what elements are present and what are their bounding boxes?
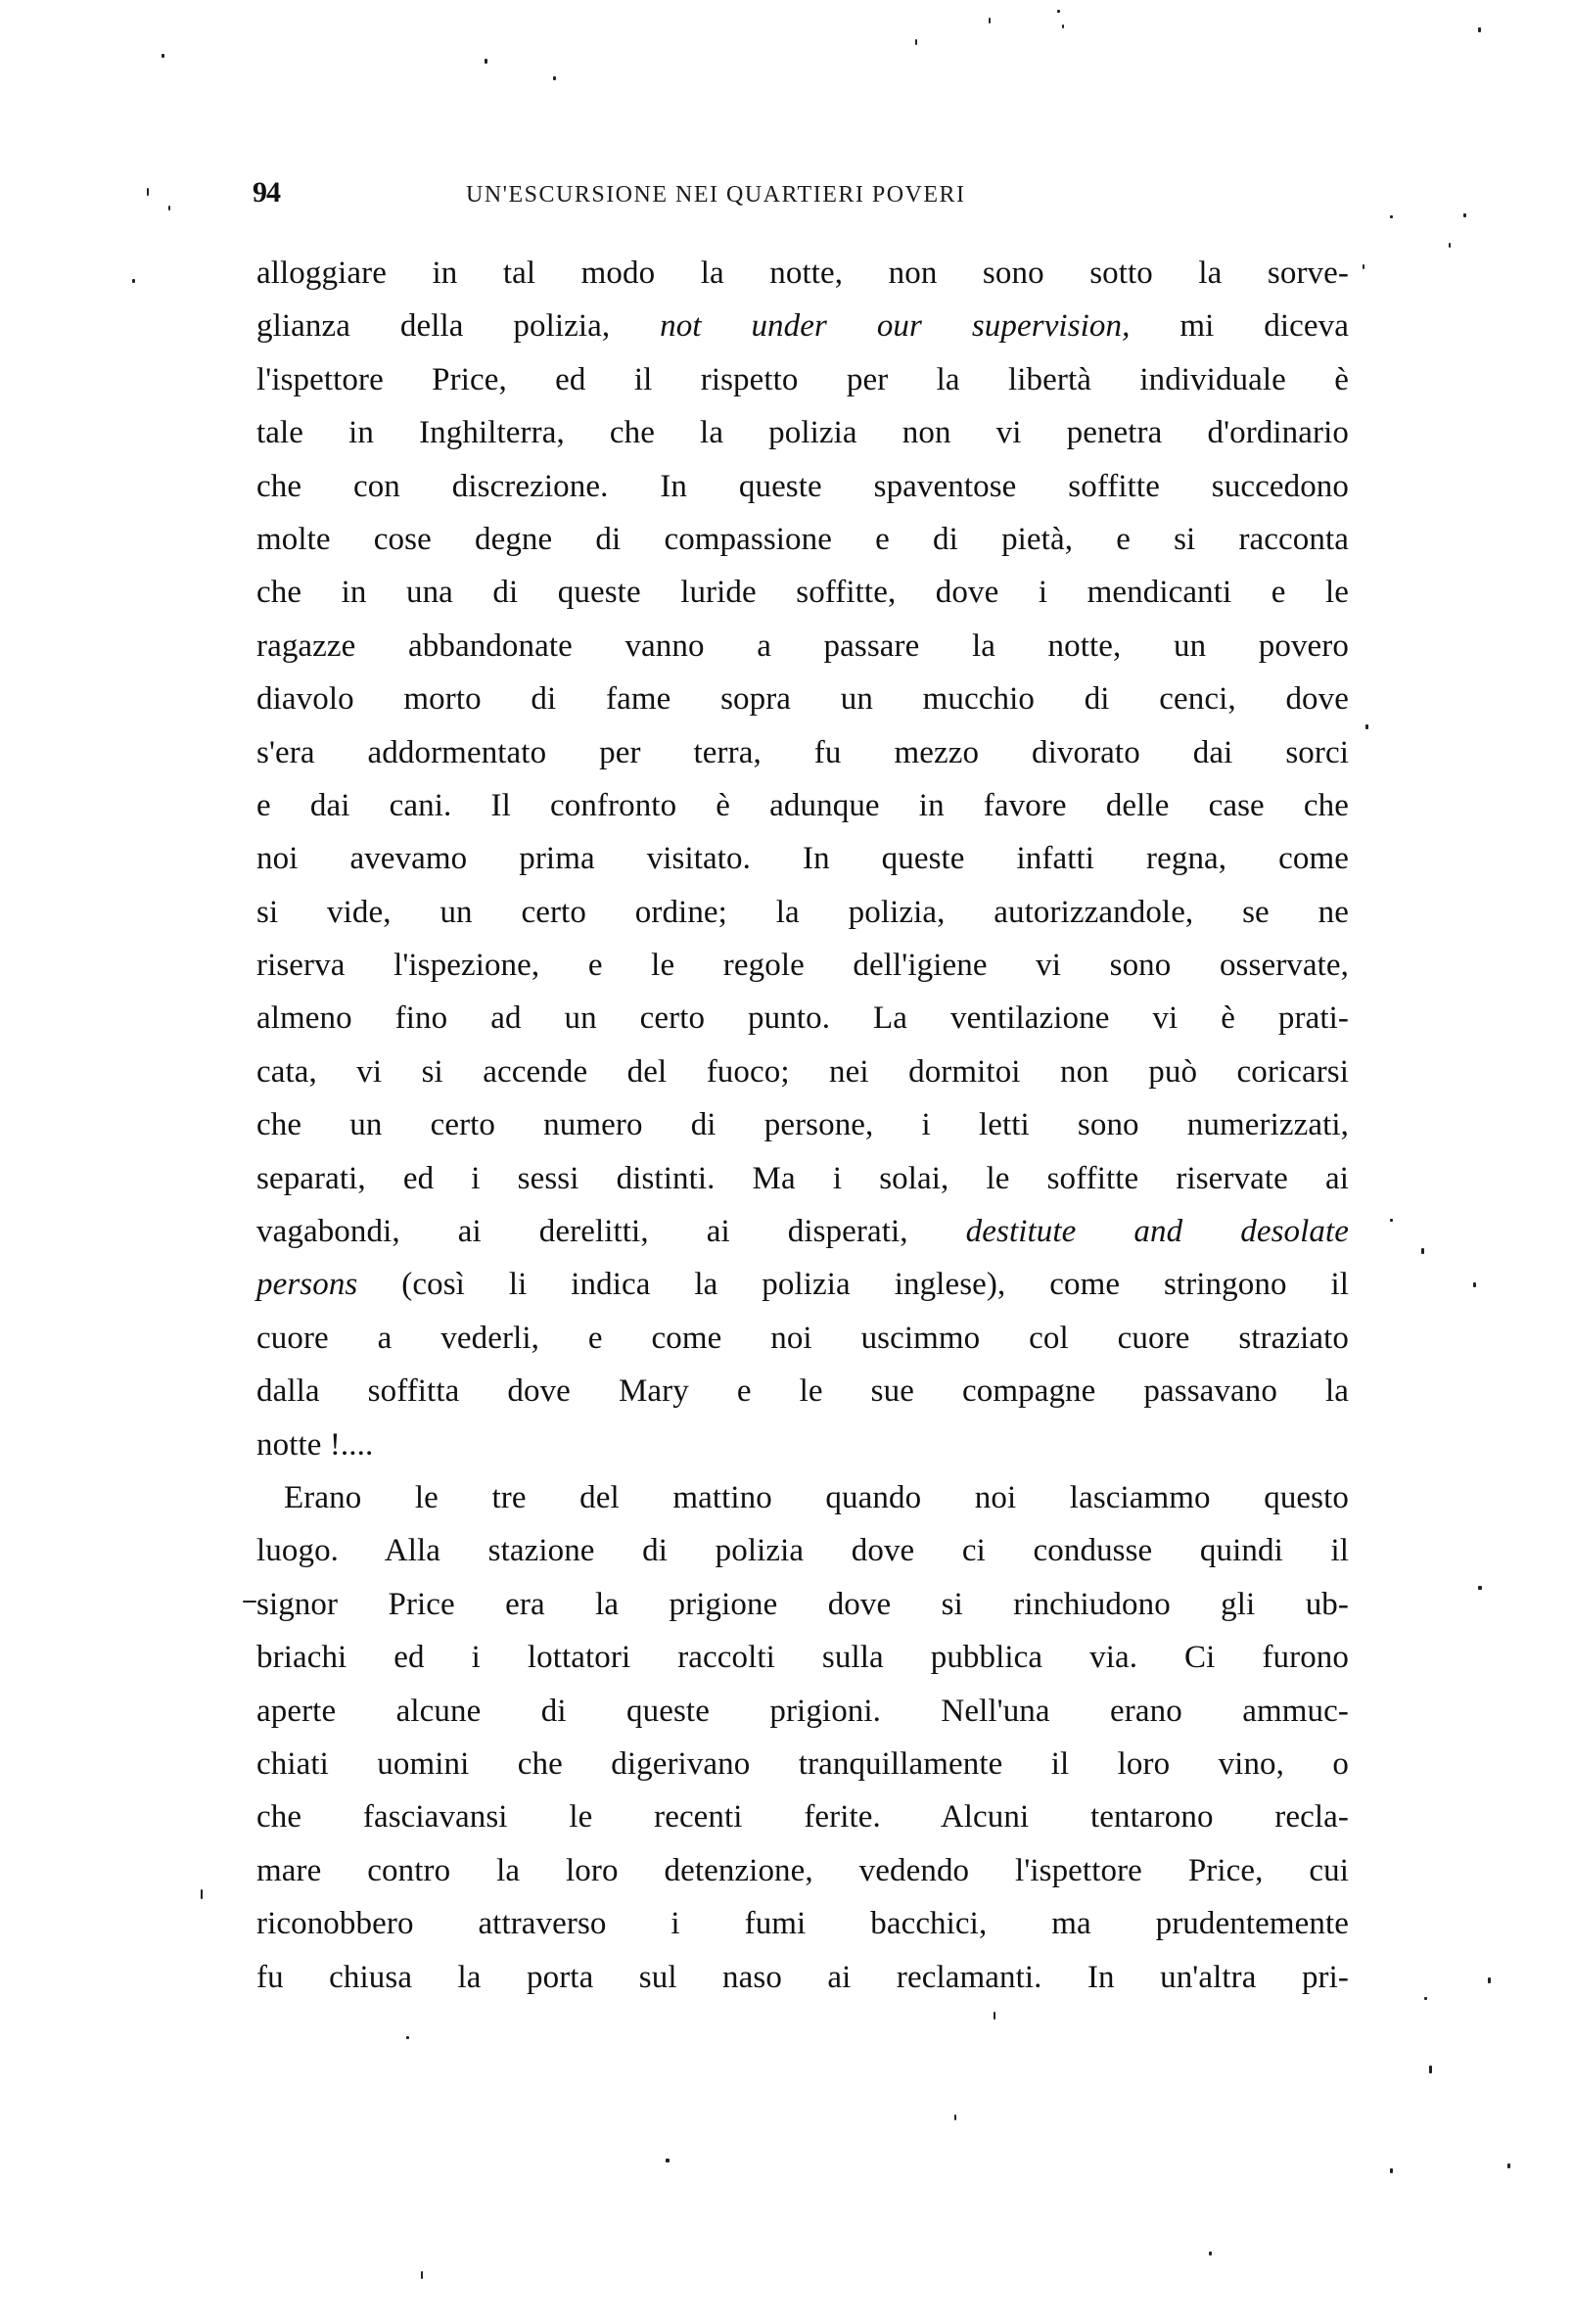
text-line: che un certo numero di persone, i letti sono numerizzati,: [256, 1107, 1349, 1143]
text-line: che con discrezione. In queste spaventose soffitte succedono: [256, 468, 1349, 504]
text-line: briachi ed i lottatori raccolti sulla pubblica via. Ci furono: [256, 1640, 1349, 1676]
text-line: ragazze abbandonate vanno a passare la notte, un povero: [256, 627, 1349, 664]
text-line: s'era addormentato per terra, fu mezzo divorato dai sorci: [256, 734, 1349, 770]
text-line: che fasciavansi le recenti ferite. Alcuni tentarono recla-: [256, 1799, 1349, 1836]
scan-speck: [1062, 24, 1064, 28]
scan-speck: [1390, 2168, 1393, 2173]
text-line: aperte alcune di queste prigioni. Nell'una erano ammuc-: [256, 1693, 1349, 1729]
scan-speck: [1429, 2066, 1432, 2073]
text-line: dalla soffitta dove Mary e le sue compagne passavano la: [256, 1373, 1349, 1410]
scan-speck: [406, 2036, 409, 2039]
text-line: che in una di queste luride soffitte, dove i mendicanti e le: [256, 575, 1349, 611]
scan-speck: [1449, 243, 1451, 248]
text-line: [256, 1258, 1349, 1311]
scan-speck: [1473, 1282, 1476, 1287]
scan-speck: [243, 1601, 256, 1603]
text-line: riserva l'ispezione, e le regole dell'igiene vi sono osservate,: [256, 948, 1349, 984]
scan-speck: [994, 2012, 995, 2020]
text-line: diavolo morto di fame sopra un mucchio di cenci, dove: [256, 681, 1349, 718]
scan-speck: [666, 2159, 670, 2162]
scan-speck: [1463, 213, 1466, 217]
scan-speck: [421, 2271, 423, 2279]
scan-speck: [201, 1889, 203, 1899]
scan-speck: [954, 2115, 956, 2120]
body-text: [256, 247, 1349, 2004]
scan-speck: [1390, 1219, 1393, 1222]
scan-speck: [162, 54, 164, 58]
scan-speck: [1478, 27, 1481, 32]
scan-speck: [132, 279, 135, 283]
italic-english-phrase: persons: [256, 1267, 358, 1303]
page-number: 94: [253, 176, 280, 209]
running-head: [253, 176, 1349, 215]
text-line: e dai cani. Il confronto è adunque in favore delle case che: [256, 787, 1349, 823]
paragraph-end-line: notte !....: [256, 1426, 374, 1463]
scan-speck: [147, 188, 149, 196]
scan-speck: [1365, 724, 1368, 729]
text-span: (così li indica la polizia inglese), come stringono il: [357, 1267, 1349, 1303]
scan-speck: [1488, 1977, 1491, 1983]
text-line: luogo. Alla stazione di polizia dove ci condusse quindi il: [256, 1533, 1349, 1569]
text-span: vagabondi, ai derelitti, ai disperati,: [256, 1214, 966, 1250]
text-line: [256, 1205, 1349, 1258]
scan-speck: [1507, 2163, 1510, 2168]
scan-speck: [1421, 1248, 1424, 1254]
scan-speck: [1363, 264, 1364, 269]
text-line: noi avevamo prima visitato. In queste infatti regna, come: [256, 841, 1349, 877]
text-line: signor Price era la prigione dove si rinchiudono gli ub-: [256, 1586, 1349, 1622]
text-line: l'ispettore Price, ed il rispetto per la libertà individuale è: [256, 361, 1349, 397]
scan-speck: [168, 206, 170, 210]
scan-speck: [1390, 215, 1393, 218]
text-line: chiati uomini che digerivano tranquillamente il loro vino, o: [256, 1745, 1349, 1782]
text-line: tale in Inghilterra, che la polizia non vi penetra d'ordinario: [256, 415, 1349, 451]
text-line: [256, 300, 1349, 352]
italic-english-phrase: destitute and desolate: [965, 1214, 1350, 1250]
scan-speck: [1424, 1997, 1427, 2000]
text-line: alloggiare in tal modo la notte, non sono sotto la sorve-: [256, 256, 1349, 291]
text-line: almeno fino ad un certo punto. La ventilazione vi è prati-: [256, 1000, 1349, 1037]
scan-speck: [1478, 1586, 1482, 1590]
text-line: separati, ed i sessi distinti. Ma i solai, le soffitte riservate ai: [256, 1160, 1349, 1196]
text-span: glianza della polizia,: [256, 308, 661, 345]
text-line: si vide, un certo ordine; la polizia, autorizzandole, se ne: [256, 894, 1349, 930]
text-span: mi diceva: [1130, 308, 1349, 345]
paragraph-start-line: Erano le tre del mattino quando noi lasciammo questo: [284, 1479, 1349, 1515]
italic-english-phrase: not under our supervision,: [660, 308, 1131, 345]
scan-speck: [915, 39, 917, 45]
running-title: UN'ESCURSIONE NEI QUARTIERI POVERI: [466, 182, 966, 208]
text-line: riconobbero attraverso i fumi bacchici, ma prudentemente: [256, 1906, 1349, 1942]
scan-speck: [1209, 2252, 1212, 2255]
scan-speck: [1057, 10, 1060, 13]
text-line: fu chiusa la porta sul naso ai reclamanti. In un'altra pri-: [256, 1959, 1349, 1995]
scan-speck: [553, 76, 556, 80]
text-line: mare contro la loro detenzione, vedendo l'ispettore Price, cui: [256, 1852, 1349, 1888]
text-line: molte cose degne di compassione e di pietà, e si racconta: [256, 521, 1349, 557]
text-line: cata, vi si accende del fuoco; nei dormitoi non può coricarsi: [256, 1053, 1349, 1090]
scan-speck: [485, 59, 487, 64]
scan-speck: [989, 18, 991, 23]
text-line: cuore a vederli, e come noi uscimmo col cuore straziato: [256, 1320, 1349, 1356]
